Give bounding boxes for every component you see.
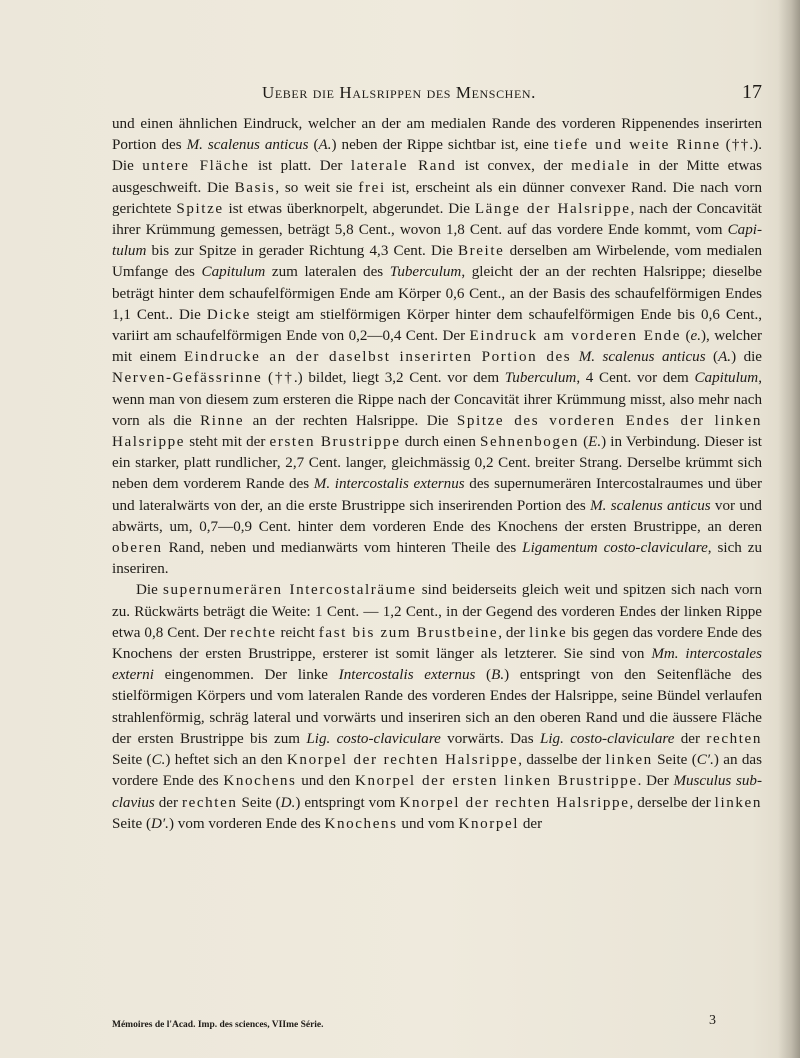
text-run: derselben am Wirbelende, vom medialen Umfange des [112,243,762,281]
paragraph [112,114,762,580]
spaced-emphasis: Nerven-Gefässrinne [112,370,263,387]
text-run: des supernumerären Intercostalraumes und über und lateralwärts von der, an die erste Brustrippe sich inserirenden Portion des [112,476,762,514]
latin-term: M. scalenus anticus [578,349,706,366]
latin-term: B. [491,667,505,684]
latin-term: Mm. intercostales externi [112,646,762,684]
text-run: Seite ( [112,752,152,769]
text-run: ( [578,434,589,451]
text-run: vor und abwärts, um, 0,7—0,9 Cent. hinter dem vorderen Ende des Knochens der ersten Brustrippe, an deren [112,497,762,535]
text-run: ) vom vorderen Ende des [168,815,325,832]
body-text [112,114,762,835]
text-run: , 4 Cent. vor dem [576,370,695,387]
spaced-emphasis: supernumerären Intercostalräume [163,582,417,599]
latin-term: D′. [150,815,169,832]
page-header [262,83,762,109]
text-run: , sich zu inseriren. [112,540,762,578]
latin-term: Capitulum [201,264,266,281]
spaced-emphasis: Spitze des vorderen Endes der linken Halsrippe [112,412,762,451]
text-run: , wenn man von diesem zum ersteren die Rippe nach der Concavität ihrer Krümmung misst, also mehr nach vorn als die [112,370,762,429]
text-run: ), welcher mit einem [112,328,762,366]
text-run: (††.) bildet, liegt 3,2 Cent. vor dem [262,370,505,387]
spaced-emphasis: Eindrucke an der daselbst inserirten Portion des [183,349,572,366]
spaced-emphasis: mediale [571,158,631,175]
latin-term: M. intercostalis externus [313,476,465,493]
text-run: ) an das vordere Ende des [112,752,762,790]
latin-term: Capitulum [694,370,759,387]
text-run: steigt am stielförmigen Körper hinter dem schaufelförmigen Ende bis 0,6 Cent., variirt am schaufelförmigen Ende von 0,2—0,4 Cent. Der [112,306,762,345]
text-run: reicht [276,624,319,641]
text-run: ist platt. Der [249,158,351,175]
text-run: ) neben der Rippe sichtbar ist, eine [331,137,554,154]
latin-term: E. [588,434,602,451]
text-run: , der [498,624,530,641]
text-run: durch einen [400,434,481,451]
spaced-emphasis: linken [714,794,762,811]
text-run: , gleicht der an der rechten Halsrippe; dieselbe beträgt hinter dem schaufelförmigen Ende am Körper 0,6 Cent., an der Basis des schaufelförmigen Endes 1,1 Cent.. Die [112,264,763,323]
text-run: vorwärts. Das [440,730,540,747]
spaced-emphasis: Knorpel der rechten Halsrippe [399,794,630,811]
text-run: Seite ( [112,815,151,832]
text-run: ist, erscheint als ein dünner convexer Rand. Die nach vorn gerichtete [112,179,763,217]
text-run: und vom [397,815,459,832]
text-run: Rand, neben und medianwärts vom hinteren Theile des [162,540,523,557]
spaced-emphasis: Knorpel der rechten Halsrippe [286,752,519,769]
text-run [571,349,578,365]
latin-term: M. scalenus anticus [186,137,309,154]
text-run: und einen ähnlichen Eindruck, welcher an der am medialen Rande des vorderen Rippenendes inserirten Portion des [112,116,762,154]
latin-term: Lig. costo-claviculare [539,730,675,747]
text-run: und den [296,773,356,790]
latin-term: Lig. costo-claviculare [306,730,441,747]
spaced-emphasis: Sehnenbogen [480,434,579,451]
text-run: ( [681,328,691,345]
spaced-emphasis: Knochens [223,773,297,790]
spaced-emphasis: Knorpel der ersten linken Brustrippe [355,773,638,790]
text-run: Seite ( [237,794,281,811]
text-run: (††.). Die [112,137,762,175]
text-run: , nach der Concavität ihrer Krümmung gemessen, beträgt 5,8 Cent., wovon 1,8 Cent. auf das vordere Ende kommt, vom [112,200,762,239]
latin-term: Ligamentum costo-claviculare [522,540,708,557]
text-run: steht mit der [185,434,270,451]
spaced-emphasis: Knorpel [458,815,520,832]
paragraph [112,580,762,834]
latin-term: Tuberculum [389,264,462,281]
text-run: ( [308,137,319,154]
text-run: bis zur Spitze in gerader Richtung 4,3 Cent. Die [146,243,458,260]
spaced-emphasis: rechte [230,624,277,641]
spaced-emphasis: ersten Brustrippe [269,434,401,451]
spaced-emphasis: Rinne [200,412,245,429]
text-run: ) die [731,349,763,366]
spaced-emphasis: Länge der Halsrippe [474,200,631,217]
latin-term: e. [690,328,702,345]
spaced-emphasis: Spitze [176,200,224,217]
text-run: sind beiderseits gleich weit und spitzen sich nach vorn zu. Rückwärts beträgt die Weite: 1 Cent. — 1,2 Cent., in der Gegend des vorderen Endes der linken Rippe etwa 0,8 Cent. Der [112,582,762,641]
text-run: ) entspringt vom [295,794,400,811]
spaced-emphasis: oberen [112,540,163,557]
page-edge-shadow [778,0,800,1058]
footer-note: Mémoires de l'Acad. Imp. des sciences, VIIme Série. [112,1020,324,1030]
page-number: 17 [742,81,762,103]
page-footer [112,1013,762,1037]
text-run: ) heftet sich an den [165,752,287,769]
text-run: ist convex, der [456,158,572,175]
text-run: , derselbe der [629,794,715,811]
spaced-emphasis: rechten [181,794,238,811]
running-title: Ueber die Halsrippen des Menschen. [262,83,536,102]
spaced-emphasis: fast bis zum Brustbeine [318,624,499,641]
spaced-emphasis: laterale Rand [350,158,457,175]
latin-term: Musculus subclavius [112,773,762,811]
text-run: eingenommen. Der linke [153,667,339,684]
text-run: der [674,730,707,747]
text-run: zum lateralen des [265,264,390,281]
text-run: ( [475,667,492,684]
spaced-emphasis: Breite [457,243,505,260]
latin-term: A. [318,137,332,154]
text-run: ) in Verbindung. Dieser ist ein starker, platt rundlicher, 2,7 Cent. langer, gleichmässig 0,2 Cent. breiter Strang. Derselbe krümmt sich neben dem vorderem Rande des [112,434,762,493]
latin-term: C. [151,752,166,769]
latin-term: A. [718,349,732,366]
spaced-emphasis: linken [605,752,653,769]
text-run: , so weit sie [275,179,359,196]
latin-term: M. scalenus anticus [590,497,711,514]
text-run: , dasselbe der [518,752,606,769]
spaced-emphasis: tiefe und weite Rinne [553,137,721,154]
latin-term: Intercostalis externus [338,667,476,684]
text-run: Die [136,582,164,599]
spaced-emphasis: Knochens [324,815,398,832]
text-run: der [519,815,543,832]
latin-term: Capitulum [112,222,762,260]
spaced-emphasis: untere Fläche [142,158,250,175]
text-run: Seite ( [652,752,697,769]
latin-term: Tuberculum [504,370,577,387]
spaced-emphasis: rechten [706,730,763,747]
spaced-emphasis: Dicke [206,306,251,323]
text-run: . Der [637,773,674,790]
spaced-emphasis: frei [358,179,386,196]
latin-term: C′. [696,752,714,769]
text-run: an der rechten Halsrippe. Die [244,412,457,429]
text-run: ist etwas überknorpelt, abgerundet. Die [223,200,475,217]
text-run: in der Mitte etwas ausgeschweift. Die [112,158,762,196]
text-run: bis gegen das vordere Ende des Knochens der ersten Brustrippe, ersterer ist somit länger als letzterer. Sie sind von [112,624,762,663]
text-run: ( [705,349,719,366]
text-run: der [154,794,182,811]
signature-mark: 3 [709,1013,716,1028]
spaced-emphasis: linke [529,624,568,641]
spaced-emphasis: Eindruck am vorderen Ende [469,328,682,345]
latin-term: D. [280,794,296,811]
spaced-emphasis: Basis [234,179,276,196]
text-run: ) entspringt von den Seitenfläche des stielförmigen Körpers und vom lateralen Rande des vorderen Endes der Halsrippe, seine Bündel verlaufen strahlenförmig, schräg lateral und vorwärts und inseriren sich an den oberen Rand und die äussere Fläche der ersten Brustrippe bis zum [112,667,762,747]
